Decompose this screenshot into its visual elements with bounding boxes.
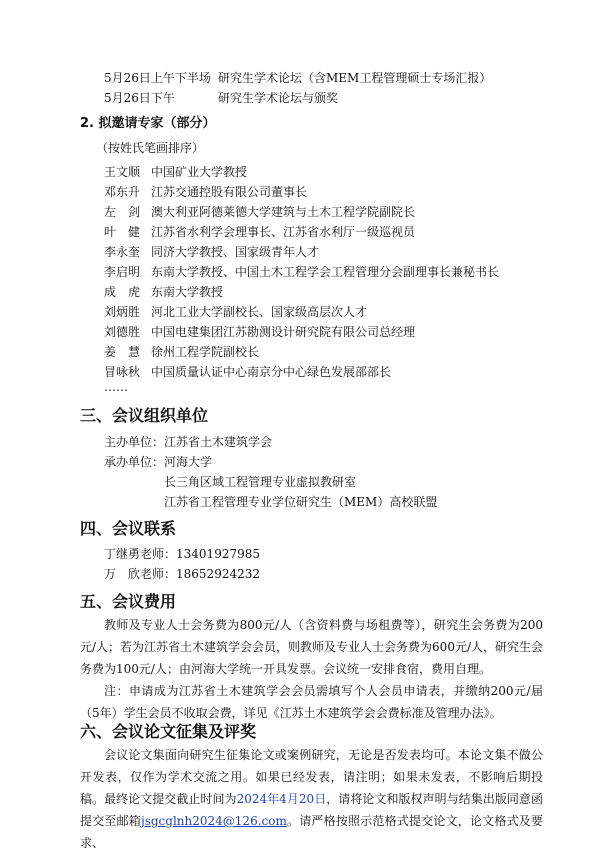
expert-ellipsis: …… (104, 380, 128, 394)
expert-name: 李永奎 (104, 245, 141, 259)
expert-position: 江苏交通控股有限公司董事长 (151, 185, 308, 199)
expert-position: 中国质量认证中心南京分中心绿色发展部部长 (151, 365, 392, 379)
contact-phone: 13401927985 (176, 547, 260, 561)
expert-name: 姜 慧 (104, 345, 141, 359)
fee-note-paragraph (80, 680, 543, 724)
experts-note: （按姓氏笔画排序） (96, 141, 205, 155)
expert-position: 河北工业大学副校长、国家级高层次人才 (151, 305, 368, 319)
expert-name: 邓东升 (104, 185, 141, 199)
schedule-date: 5月26日下午 (104, 91, 175, 105)
expert-position: 澳大利亚阿德莱德大学建筑与土木工程学院副院长 (151, 205, 416, 219)
organizer-unit-extra: 长三角区域工程管理专业虚拟教研室 (164, 475, 357, 489)
paper-text-part: ，请将论文和版权声明与结集出版同意函提交至邮箱 (80, 792, 543, 828)
fee-paragraph (80, 614, 543, 680)
paper-paragraph (80, 744, 543, 854)
section-heading: 五、会议费用 (80, 592, 177, 611)
deadline-date: 2024年4月20日 (236, 792, 327, 806)
expert-position: 中国矿业大学教授 (151, 165, 248, 179)
contact-row (104, 566, 260, 582)
expert-position: 江苏省水利学会理事长、江苏省水利厅一级巡视员 (151, 225, 416, 239)
schedule-text: 研究生学术论坛（含MEM工程管理硕士专场汇报） (218, 71, 492, 85)
expert-name: 冒咏秋 (104, 365, 141, 379)
section-heading: 四、会议联系 (80, 519, 177, 538)
expert-position: 徐州工程学院副校长 (151, 345, 260, 359)
organizer-unit-extra: 江苏省工程管理专业学位研究生（MEM）高校联盟 (164, 495, 438, 509)
expert-name: 左 剑 (104, 205, 141, 219)
submission-email-link[interactable]: jsgcglnh2024@126.com (141, 814, 287, 828)
schedule-text: 研究生学术论坛与颁奖 (218, 91, 339, 105)
fee-note-text: 注：申请成为江苏省土木建筑学会会员需填写个人会员申请表，并缴纳200元/届（5年）学生会员不收取会费，详见《江苏土木建筑学会会费标准及管理办法》。 (80, 684, 543, 720)
expert-position: 东南大学教授 (151, 285, 224, 299)
paper-text-part: 会议论文集面向研究生征集论文或案例研究，无论是否发表均可。本论文集不做公开发表，仅作为学术交流之用。如果已经发表，请注明；如果未发表，不影响后期投稿。最终论文提交截止时间为 (80, 748, 543, 806)
expert-name: 成 虎 (104, 285, 141, 299)
expert-name: 刘炳胜 (104, 305, 141, 319)
paper-text (80, 744, 543, 854)
paper-text-part: 。请严格按照示范格式提交论文，论文格式及要求、 (80, 814, 543, 850)
schedule-date: 5月26日上午下半场 (104, 71, 211, 85)
expert-name: 王文顺 (104, 165, 141, 179)
contact-row (104, 546, 260, 562)
host-unit: 主办单位：江苏省土木建筑学会 (104, 435, 273, 449)
expert-position: 东南大学教授、中国土木工程学会工程管理分会副理事长兼秘书长 (151, 265, 500, 279)
expert-name: 李启明 (104, 265, 141, 279)
organizer-unit: 承办单位：河海大学 (104, 455, 213, 469)
fee-text: 教师及专业人士会务费为800元/人（含资料费与场租费等），研究生会务费为200元/人；若为江苏省土木建筑学会会员，则教师及专业人士会务费为600元/人，研究生会务费为100元/人；由河海大学统一开具发票。会议统一安排食宿，费用自理。 (80, 618, 543, 676)
section-heading: 六、会议论文征集及评奖 (80, 722, 257, 741)
contact-label: 丁继勇老师： (104, 547, 177, 561)
section-heading: 三、会议组织单位 (80, 406, 209, 425)
experts-heading: 2. 拟邀请专家（部分） (80, 116, 216, 131)
expert-position: 中国电建集团江苏勘测设计研究院有限公司总经理 (151, 325, 416, 339)
expert-name: 刘德胜 (104, 325, 141, 339)
contact-phone: 18652924232 (176, 567, 260, 581)
expert-name: 叶 健 (104, 225, 141, 239)
contact-label: 万 欣老师： (104, 567, 177, 581)
expert-position: 同济大学教授、国家级青年人才 (151, 245, 320, 259)
